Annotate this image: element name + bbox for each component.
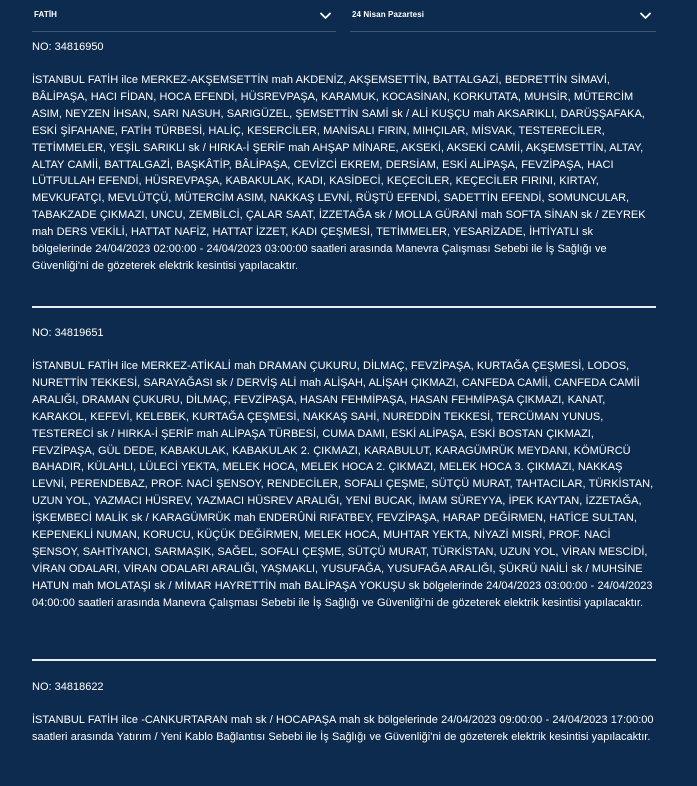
notice-text: İSTANBUL FATİH ilce MERKEZ-AKŞEMSETTİN mah AKDENİZ, AKŞEMSETTİN, BATTALGAZİ, BEDRETTİN SİMAVİ, BÂLİPAŞA, HACI FİDAN, HOCA EFENDİ, HÜSREVPAŞA, KARAMUK, KOCASİNAN, KORKUTATA, MUHSİR, MÜTERCİM ASIM, NEYZEN İHSAN, SARI NASUH, SARIGÜZEL, ŞEMSETTİN SAMİ sk / ALİ KUŞÇU mah AKSARIKLI, DARÜŞŞAFAKA, ESKİ ŞİFAHANE, FATİH TÜRBESİ, HALİÇ, KESERCİLER, MANİSALI FIRIN, MIHÇILAR, MİSVAK, TESTERECİLER, TETİMMELER, YEŞİL SARIKLI sk / HIRKA-İ ŞERİF mah AHŞAP MİNARE, AKSEKİ, AKSEKİ CAMİİ, AKŞEMSETTİN, ALTAY, ALTAY CAMİİ, BATTALGAZİ, BAŞKÂTİP, BÂLİPAŞA, CEVİZCİ EKREM, DERSİAM, ESKİ ALİPAŞA, FEVZİPAŞA, HACI LÜTFULLAH EFENDİ, HÜSREVPAŞA, KABAKULAK, KADI, KASİDECİ, KEÇECİLER, KEÇECİLER FIRINI, KIRTAY, MEVKUFATÇI, MEVLÜTÇÜ, MÜTERCİM ASIM, NAKKAŞ LEVNİ, RÜŞTÜ EFENDİ, SADETTİN EFENDİ, SOMUNCULAR, TABAKZADE ÇIKMAZI, UNCU, ZEMBİLCİ, ÇALAR SAAT, İZZETAĞA sk / MOLLA GÜRANİ mah SOFTA SİNAN sk / ZEYREK mah DERS VEKİLİ, HATTAT NAFİZ, HATTAT İZZET, KADI ÇEŞMESİ, TETİMMELER, YESARİZADE, İHTİYATLI sk bölgelerinde 24/04/2023 02:00:00 - 24/04/2023 03:00:00 saatleri arasında Manevra Çalışması Sebebi ile İş Sağlığı ve Güvenliği'ni de gözeterek elektrik kesintisi yapılacaktır.: [32, 74, 646, 272]
filter-bar: [0, 0, 697, 34]
district-select[interactable]: [32, 0, 336, 32]
notice-number: NO: 34819651: [32, 327, 104, 339]
district-select-value: FATİH: [34, 10, 58, 19]
notice-number: NO: 34818622: [32, 681, 104, 693]
outage-notice: [32, 40, 656, 275]
outage-notice: [32, 680, 656, 746]
notice-number: NO: 34816950: [32, 41, 104, 53]
notice-text: İSTANBUL FATİH ilce -CANKURTARAN mah sk / HOCAPAŞA mah sk bölgelerinde 24/04/2023 09:00:00 - 24/04/2023 17:00:00 saatleri arasında Yatırım / Yeni Kablo Bağlantısı Sebebi ile İş Sağlığı ve Güvenliği'ni de gözeterek elektrik kesintisi yapılacaktır.: [32, 714, 654, 743]
chevron-down-icon: [639, 9, 652, 22]
notice-text: İSTANBUL FATİH ilce MERKEZ-ATİKALİ mah DRAMAN ÇUKURU, DİLMAÇ, FEVZİPAŞA, KURTAĞA ÇEŞMESİ, LODOS, NURETTİN TEKKESİ, SARAYAĞASI sk / DERVİŞ ALİ mah ALİŞAH, ALİŞAH ÇIKMAZI, CANFEDA CAMİİ, CANFEDA CAMİİ ARALIĞI, DRAMAN ÇUKURU, DİLMAÇ, FEVZİPAŞA, HASAN FEHMİPAŞA, HASAN FEHMİPAŞA ÇIKMAZI, KANAT, KARAKOL, KEFEVİ, KELEBEK, KURTAĞA ÇEŞMESİ, NAKKAŞ SAHİ, NUREDDİN TEKKESİ, TERCÜMAN YUNUS, TESTERECİ sk / HIRKA-İ ŞERİF mah ALİPAŞA TÜRBESİ, CUMA DAMI, ESKİ ALİPAŞA, ESKİ BOSTAN ÇIKMAZI, FEVZİPAŞA, GÜL DEDE, KABAKULAK, KABAKULAK 2. ÇIKMAZI, KARABULUT, KARAGÜMRÜK MEYDANI, KÖMÜRCÜ BAHADIR, KÜLAHLI, LÜLECİ YEKTA, MELEK HOCA, MELEK HOCA 2. ÇIKMAZI, MELEK HOCA 3. ÇIKMAZI, NAKKAŞ LEVNİ, PERENDEBAZ, PROF. NACİ ŞENSOY, RENDECİLER, SOFALI ÇEŞME, SÜTÇÜ MURAT, TAHTACILAR, TÜRKİSTAN, UZUN YOL, YAZMACI HÜSREV, YAZMACI HÜSREV ARALIĞI, YENİ BUCAK, İMAM SÜREYYA, İPEK KAYTAN, İZZETAĞA, İŞKEMBECİ MALİK sk / KARAGÜMRÜK mah ENDERÛNİ RIFATBEY, FEVZİPAŞA, HARAP DEĞİRMEN, HATİCE SULTAN, KEPENEKLİ NUMAN, KORUCU, KÜÇÜK DEĞİRMEN, MELEK HOCA, MUHTAR YEKTA, NİYAZİ MISRİ, PROF. NACİ ŞENSOY, SAHTİYANCI, SARMAŞIK, SAĞEL, SOFALI ÇEŞME, SÜTÇÜ MURAT, TÜRKİSTAN, UZUN YOL, VİRAN MESCİDİ, VİRAN ODALARI, VİRAN ODALARI ARALIĞI, YAŞMAKLI, YUSUFAĞA, YUSUFAĞA ARALIĞI, ŞÜKRÜ NAİLİ sk / MUHSİNE HATUN mah MOLATAŞI sk / MİMAR HAYRETTİN mah BALİPAŞA YOKUŞU sk bölgelerinde 24/04/2023 03:00:00 - 24/04/2023 04:00:00 saatleri arasında Manevra Çalışması Sebebi ile İş Sağlığı ve Güvenliği'ni de gözeterek elektrik kesintisi yapılacaktır.: [32, 360, 654, 609]
divider: [32, 659, 656, 661]
outage-notice: [32, 326, 656, 612]
divider: [32, 306, 656, 308]
date-select[interactable]: [350, 0, 656, 32]
chevron-down-icon: [319, 9, 332, 22]
date-select-value: 24 Nisan Pazartesi: [352, 10, 425, 19]
